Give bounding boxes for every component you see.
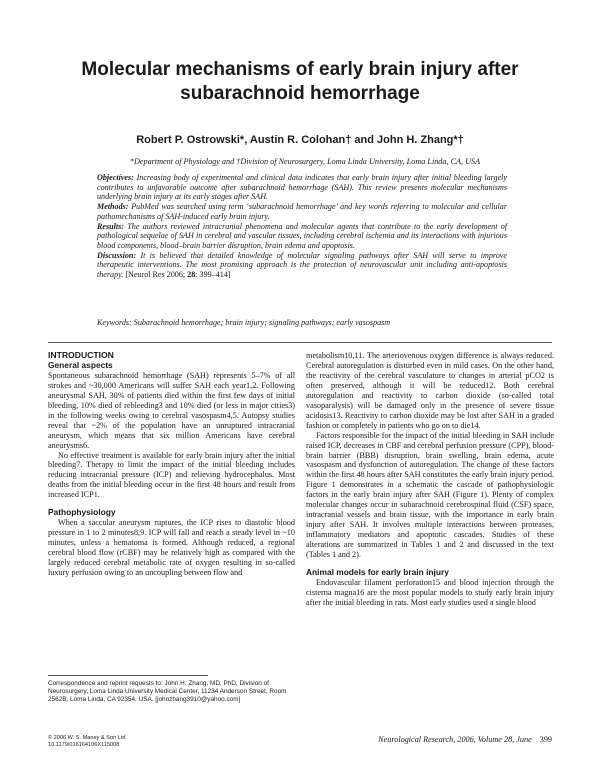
abstract-methods [97, 202, 507, 221]
author-list: Robert P. Ostrowski*, Austin R. Colohan† and John H. Zhang*† [136, 134, 464, 146]
right-paragraph-1: metabolism10,11. The arteriovenous oxygen difference is always reduced. Cerebral autoregulation is disturbed even in mild cases. On the other hand, the reactivity of the cerebral vasculature to changes in arterial pCO2 is often preserved, although it will be reduced12. Both cerebral autoregulation and reactivity to carbon dioxide (so-called total vasoparalysis) will be damaged only in the presence of severe tissue acidosis13. Reactivity to carbon dioxide may be lost after SAH in a graded fashion or completely in patients who go on to die14. [306, 351, 554, 430]
objectives-text: Increasing body of experimental and clinical data indicates that early brain injury after initial bleeding largely contributes to unfavorable outcome after subarachnoid hemorrhage (SAH). This review presents molecular mechanisms underlying brain injury at its early stages after SAH. [97, 173, 508, 202]
affiliation: *Department of Physiology and †Division of Neurosurgery, Loma Linda University, Loma Linda, CA, USA [129, 157, 481, 166]
doi: 10.1179/016164106X115008 [48, 742, 120, 749]
discussion-text: It is believed that detailed knowledge of molecular signaling pathways after SAH will serve to improve therapeutic interventions. The most promising approach is the protection of neurovascular unit including anti-apoptosis therapy. [97, 250, 507, 280]
keywords: Keywords: Subarachnoid hemorrhage; brain injury; signaling pathways; early vasospasm [97, 318, 391, 327]
abstract [97, 173, 507, 280]
methods-label: Methods: [97, 202, 129, 212]
citation-prefix: [Neurol Res 2006; [125, 270, 186, 280]
page-number: 399 [539, 735, 552, 744]
objectives-label: Objectives: [97, 173, 134, 182]
right-paragraph-2: Factors responsible for the impact of the initial bleeding in SAH include raised ICP, decreases in CBF and cerebral perfusion pressure (CPP), blood-brain barrier (BBB) disruption, brain swelling, brain edema, acute vasospasm and dysfunction of autoregulation. The change of these factors within the first 48 hours after SAH constitutes the early brain injury period. Figure 1 demonstrates in a schematic the cascade of pathophysiologic factors in the early brain injury after SAH (Figure 1). Plenty of complex molecular changes occur in subarachnoid cerebrospinal fluid (CSF) space, intracranial vessels and brain tissue, with the importance in early brain injury after SAH. It involves multiple interactions between proteases, inflammatory mediators and apoptotic cascades. Studies of these alterations are summarized in Tables 1 and 2 and discussed in the text (Tables 1 and 2). [306, 430, 554, 560]
animal-models-heading: Animal models for early brain injury [306, 567, 449, 578]
general-paragraph-2: No effective treatment is available for early brain injury after the initial bleeding7. Therapy to limit the impact of the initial bleeding includes reducing intracranial pressure (ICP) and relieving hydrocephalus. Most deaths from the initial bleeding occur in the first 48 hours and result from increased ICP1. [48, 450, 295, 500]
abstract-objectives [97, 173, 507, 202]
right-column [306, 351, 554, 608]
correspondence-note: Correspondence and reprint requests to: John H. Zhang, MD, PhD, Division of Neurosurgery, Loma Linda University Medical Center, 11234 Anderson Street, Room 2562B, Loma Linda, CA 92354, USA. [johnzhang3910@yahoo.com] [48, 680, 287, 704]
results-text: The authors reviewed intracranial phenomena and molecular agents that contribute to the early development of pathological sequelae of SAH in cerebral and vascular tissues, including cerebral ischemia and its interactions with injurious blood components, blood–brain barrier disruption, brain edema and apoptosis. [97, 221, 507, 250]
footer-left [48, 735, 126, 750]
introduction-heading: INTRODUCTION [48, 350, 114, 360]
citation [125, 270, 230, 279]
discussion-label: Discussion: [97, 250, 137, 260]
pathophysiology-paragraph-1: When a saccular aneurysm ruptures, the ICP rises to diastolic blood pressure in 1 to 2 minutes8,9. ICP will fall and reach a steady level in ~10 minutes, unless a hematoma is formed. Although reduced, a regional cerebral blood flow (rCBF) may be relatively high as compared with the largely reduced cerebral metabolic rate of oxygen resulting in so-called luxury perfusion owing to an uncoupling between flow and [48, 518, 295, 578]
copyright-notice: © 2006 W. S. Maney & Son Ltd [48, 735, 126, 741]
methods-text: PubMed was searched using term ‘subarachnoid hemorrhage’ and key words referring to molecular and cellular pathomechanisms of SAH-induced early brain injury. [97, 202, 507, 221]
left-column [48, 351, 295, 578]
results-label: Results: [97, 221, 124, 231]
article-title: Molecular mechanisms of early brain injury after subarachnoid hemorrhage [81, 59, 519, 104]
abstract-discussion [97, 251, 507, 280]
general-paragraph-1: Spontaneous subarachnoid hemorrhage (SAH) represents 5–7% of all strokes and ~30,000 Americans will suffer SAH each year1,2. Following aneurysmal SAH, 30% of patients died within the first few days of initial bleeding, 10% died of rebleeding3 and 10% died (or less in major cities3) in the following weeks owing to cerebral vasospasm4,5. Autopsy studies reveal that ~2% of the population have an unruptured intracranial aneurysm, which means that six million Americans have cerebral aneurysms6. [48, 370, 295, 450]
section-divider [48, 342, 552, 343]
citation-suffix: : 399–414] [195, 270, 231, 280]
general-aspects-heading: General aspects [48, 359, 113, 370]
journal-info: Neurological Research, 2006, Volume 28, June [378, 735, 532, 744]
footnote-divider [48, 675, 208, 676]
animal-models-paragraph-1: Endovascular filament perforation15 and blood injection through the cisterna magna16 are the most popular models to study early brain injury after the initial bleeding in rats. Most early studies used a single blood [306, 577, 554, 607]
citation-volume: 28 [187, 270, 196, 280]
footer-right [378, 735, 552, 744]
pathophysiology-heading: Pathophysiology [48, 507, 116, 518]
abstract-results [97, 222, 507, 251]
